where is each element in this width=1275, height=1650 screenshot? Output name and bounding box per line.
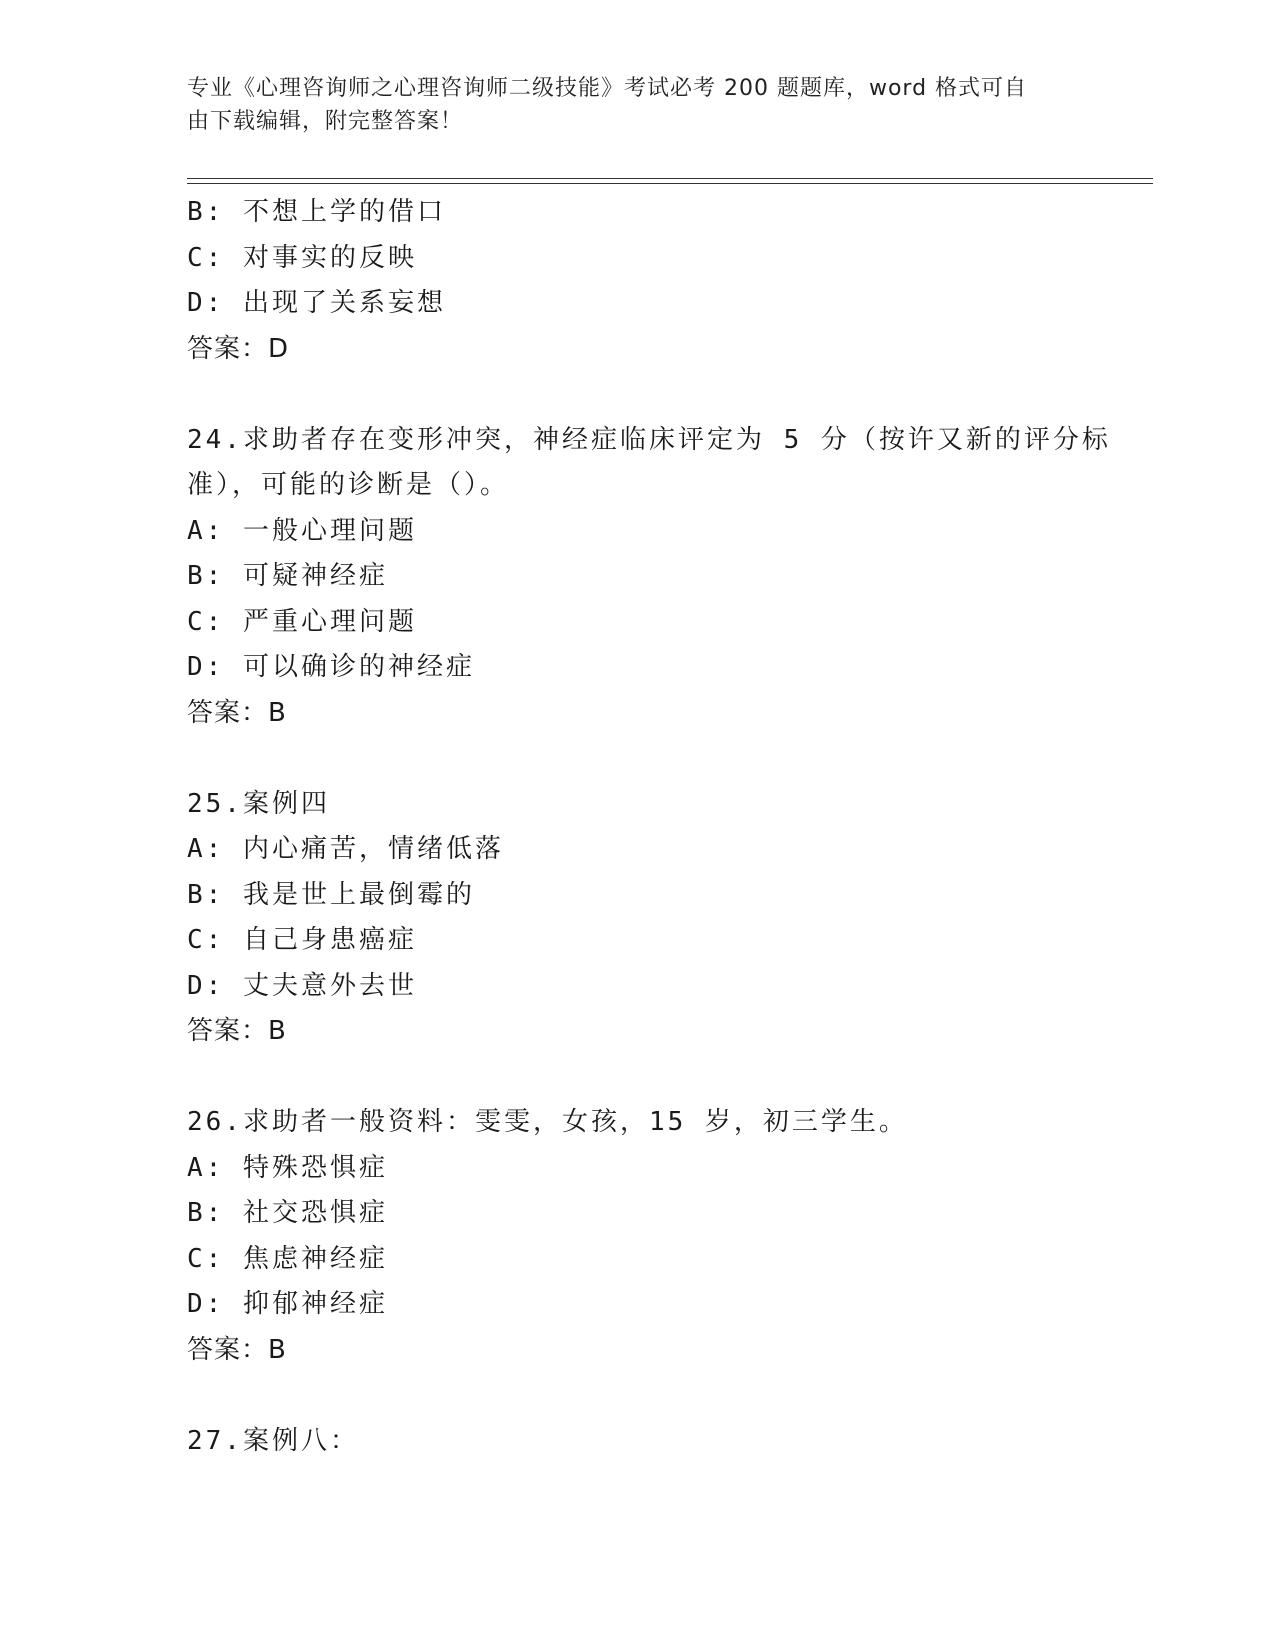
question-fragment-23 (187, 190, 1087, 372)
question-stem-continued: 准），可能的诊断是（）。 (187, 470, 510, 500)
question-26 (187, 1100, 1087, 1373)
option-d: D: 出现了关系妄想 (187, 288, 446, 318)
header-divider-bottom (187, 183, 1153, 184)
answer-line: 答案：B (187, 697, 287, 728)
question-stem: 24.求助者存在变形冲突，神经症临床评定为 5 分（按许又新的评分标 (187, 424, 1111, 455)
option-a: A: 特殊恐惧症 (187, 1152, 388, 1183)
option-a: A: 内心痛苦，情绪低落 (187, 834, 504, 864)
option-d: D: 可以确诊的神经症 (187, 652, 475, 682)
option-b: B: 社交恐惧症 (187, 1198, 388, 1228)
option-b: B: 不想上学的借口 (187, 197, 446, 227)
option-c: C: 自己身患癌症 (187, 925, 417, 955)
option-c: C: 严重心理问题 (187, 606, 417, 637)
option-b: B: 可疑神经症 (187, 561, 388, 591)
question-27 (187, 1419, 1087, 1465)
option-d: D: 丈夫意外去世 (187, 970, 417, 1001)
answer-line: 答案：D (187, 333, 290, 364)
answer-line: 答案：B (187, 1334, 287, 1365)
option-c: C: 对事实的反映 (187, 242, 417, 273)
header-line-2: 由下载编辑，附完整答案！ (187, 109, 464, 134)
question-stem: 27.案例八： (187, 1425, 359, 1456)
option-d: D: 抑郁神经症 (187, 1289, 388, 1319)
option-c: C: 焦虑神经症 (187, 1243, 388, 1274)
document-header (187, 72, 1067, 138)
question-stem: 25.案例四 (187, 788, 330, 819)
header-divider-top (187, 178, 1153, 179)
question-25 (187, 782, 1087, 1055)
option-b: B: 我是世上最倒霉的 (187, 879, 475, 910)
header-line-1: 专业《心理咨询师之心理咨询师二级技能》考试必考 200 题题库，word 格式可自 (187, 76, 1028, 101)
question-24 (187, 418, 1111, 737)
question-stem: 26.求助者一般资料：雯雯，女孩，15 岁，初三学生。 (187, 1107, 908, 1137)
answer-line: 答案：B (187, 1016, 287, 1046)
option-a: A: 一般心理问题 (187, 515, 417, 546)
question-list (187, 190, 1111, 1464)
